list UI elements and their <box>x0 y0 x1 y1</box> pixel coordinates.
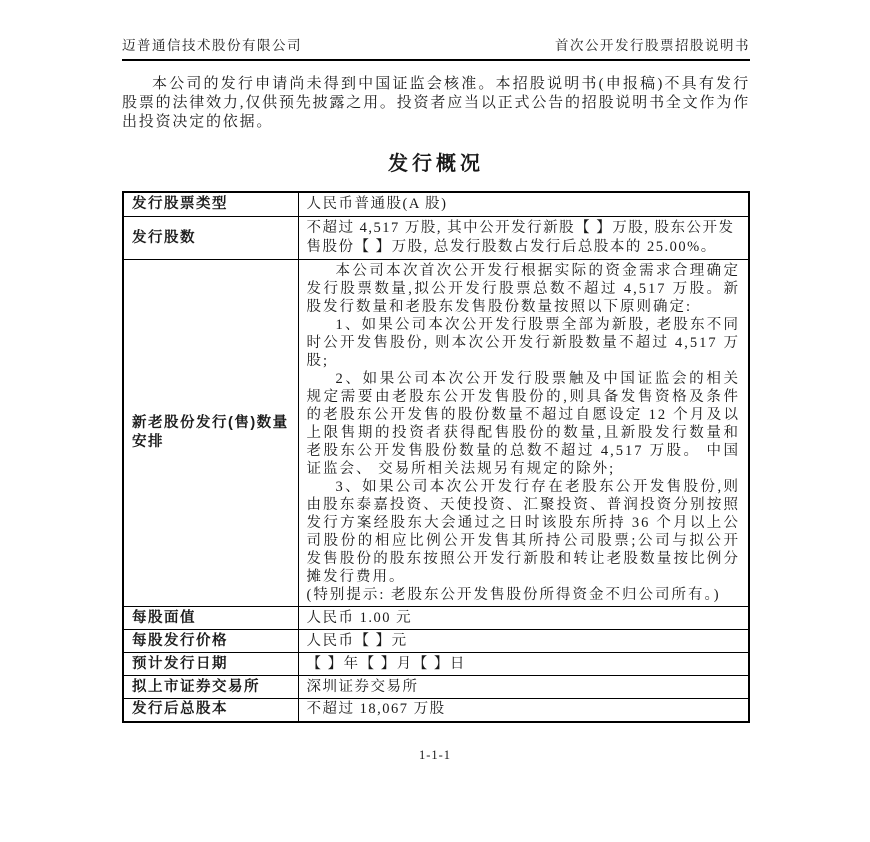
arrangement-paragraph: 2、如果公司本次公开发行股票触及中国证监会的相关规定需要由老股东公开发售股份的,则具备发售资格及条件的老股东公开发售的股份数量不超过自愿设定 12 个月及以上限售期的投资者获得配售股份的数量,且新股发行数量和老股东公开发售股份数量的总数不超过 4,517 万股。 中国证监会、 交易所相关法规另有规定的除外; <box>306 371 740 477</box>
row-value: 深圳证券交易所 <box>298 676 749 699</box>
page-number: 1-1-1 <box>418 748 452 762</box>
table-row-issue-price <box>123 630 749 653</box>
row-label: 发行后总股本 <box>123 699 298 722</box>
issuance-overview-table <box>122 191 750 723</box>
page-content <box>122 34 750 723</box>
row-value: 人民币普通股(A 股) <box>298 192 749 217</box>
arrangement-paragraph: 1、如果公司本次公开发行股票全部为新股, 老股东不同时公开发售股份, 则本次公开发行新股数量不超过 4,517 万股; <box>306 317 740 369</box>
disclaimer-paragraph: 本公司的发行申请尚未得到中国证监会核准。本招股说明书(申报稿)不具有发行股票的法律效力,仅供预先披露之用。投资者应当以正式公告的招股说明书全文作为作出投资决定的依据。 <box>122 76 750 130</box>
row-label: 每股面值 <box>123 607 298 630</box>
row-label: 预计发行日期 <box>123 653 298 676</box>
arrangement-paragraph: 3、如果公司本次公开发行存在老股东公开发售股份,则由股东泰嘉投资、天使投资、汇聚投资、普润投资分别按照发行方案经股东大会通过之日时该股东所持 36 个月以上公司股份的相应比例公开发售其所持公司股票;公司与拟公开发售股份的股东按照公开发行新股和转让老股数量按比例分摊发行费用。 <box>306 479 740 585</box>
row-value: 人民币【 】元 <box>298 630 749 653</box>
row-value: 不超过 18,067 万股 <box>298 699 749 722</box>
arrangement-special-note: (特别提示: 老股东公开发售股份所得资金不归公司所有。) <box>306 587 721 603</box>
row-label: 每股发行价格 <box>123 630 298 653</box>
row-label: 发行股数 <box>123 217 298 260</box>
row-value: 不超过 4,517 万股, 其中公开发行新股【 】万股, 股东公开发售股份【 】万股, 总发行股数占发行后总股本的 25.00%。 <box>298 217 749 260</box>
header-document-title: 首次公开发行股票招股说明书 <box>555 38 750 53</box>
table-row-new-old-share-arrangement <box>123 260 749 607</box>
row-label: 发行股票类型 <box>123 192 298 217</box>
table-row-stock-type <box>123 192 749 217</box>
page-title: 发行概况 <box>388 153 484 175</box>
table-row-exchange <box>123 676 749 699</box>
arrangement-paragraph: 本公司本次首次公开发行根据实际的资金需求合理确定发行股票数量,拟公开发行股票总数不超过 4,517 万股。新股发行数量和老股东发售股份数量按照以下原则确定: <box>306 263 740 315</box>
document-header <box>122 34 750 61</box>
row-value: 【 】年【 】月【 】日 <box>298 653 749 676</box>
row-label: 拟上市证券交易所 <box>123 676 298 699</box>
table-row-total-shares-after <box>123 699 749 722</box>
row-value <box>298 260 749 607</box>
header-company-name: 迈普通信技术股份有限公司 <box>122 38 302 53</box>
row-label: 新老股份发行(售)数量安排 <box>123 260 298 607</box>
table-row-issue-date <box>123 653 749 676</box>
row-value: 人民币 1.00 元 <box>298 607 749 630</box>
table-row-par-value <box>123 607 749 630</box>
table-row-share-count <box>123 217 749 260</box>
